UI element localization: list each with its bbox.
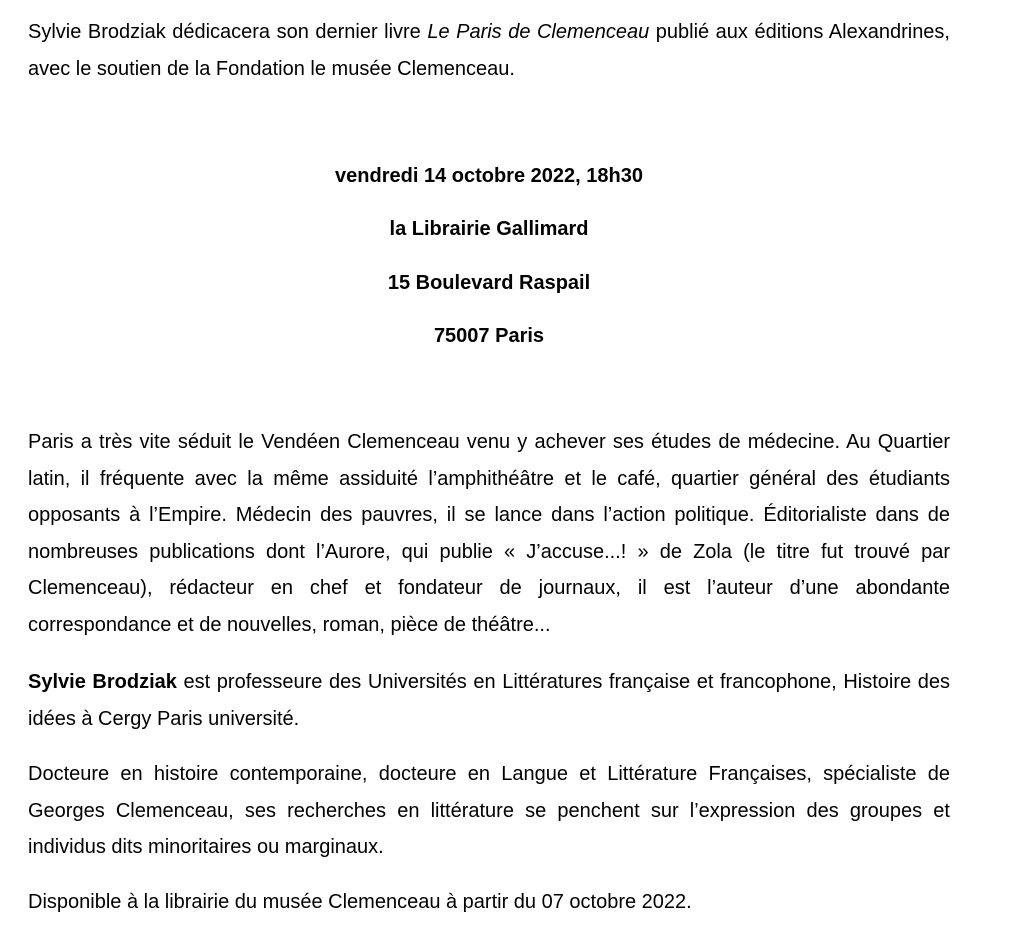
body-paragraph: Paris a très vite séduit le Vendéen Clemenceau venu y achever ses études de médecine. Au Quartier latin, il fréquente avec la même assiduité l’amphithéâtre et le café, quartier général des étudiants opposants à l’Empire. Médecin des pauvres, il se lance dans l’action politique. Éditorialiste dans de nombreuses publications dont l’Aurore, qui publie « J’accuse...! » de Zola (le titre fut trouvé par Clemenceau), rédacteur en chef et fondateur de journaux, il est l’auteur d’une abondante correspondance et de nouvelles, roman, pièce de théâtre...: [28, 431, 950, 636]
intro-text-after: publié aux éditions Alexandrines, avec le soutien de la Fondation le musée Clemenceau.: [28, 21, 950, 80]
event-venue: la Librairie Gallimard: [389, 218, 589, 240]
bio-paragraph: [28, 664, 950, 737]
bio-paragraph-2: Docteure en histoire contemporaine, docteure en Langue et Littérature Françaises, spécialiste de Georges Clemenceau, ses recherches en littérature se penchent sur l’expression des groupes et individus dits minoritaires ou marginaux.: [28, 763, 950, 858]
event-street: 15 Boulevard Raspail: [387, 272, 591, 294]
availability-paragraph: Disponible à la librairie du musée Clemenceau à partir du 07 octobre 2022.: [28, 891, 692, 913]
event-city: 75007 Paris: [433, 325, 545, 347]
intro-text-before: Sylvie Brodziak dédicacera son dernier livre: [28, 21, 428, 43]
author-name: Sylvie Brodziak: [28, 671, 177, 693]
book-title: Le Paris de Clemenceau: [427, 21, 650, 43]
event-date: vendredi 14 octobre 2022, 18h30: [335, 165, 643, 187]
intro-paragraph: [28, 14, 950, 87]
bio-text: est professeure des Universités en Littératures française et francophone, Histoire des idées à Cergy Paris université.: [28, 671, 950, 730]
